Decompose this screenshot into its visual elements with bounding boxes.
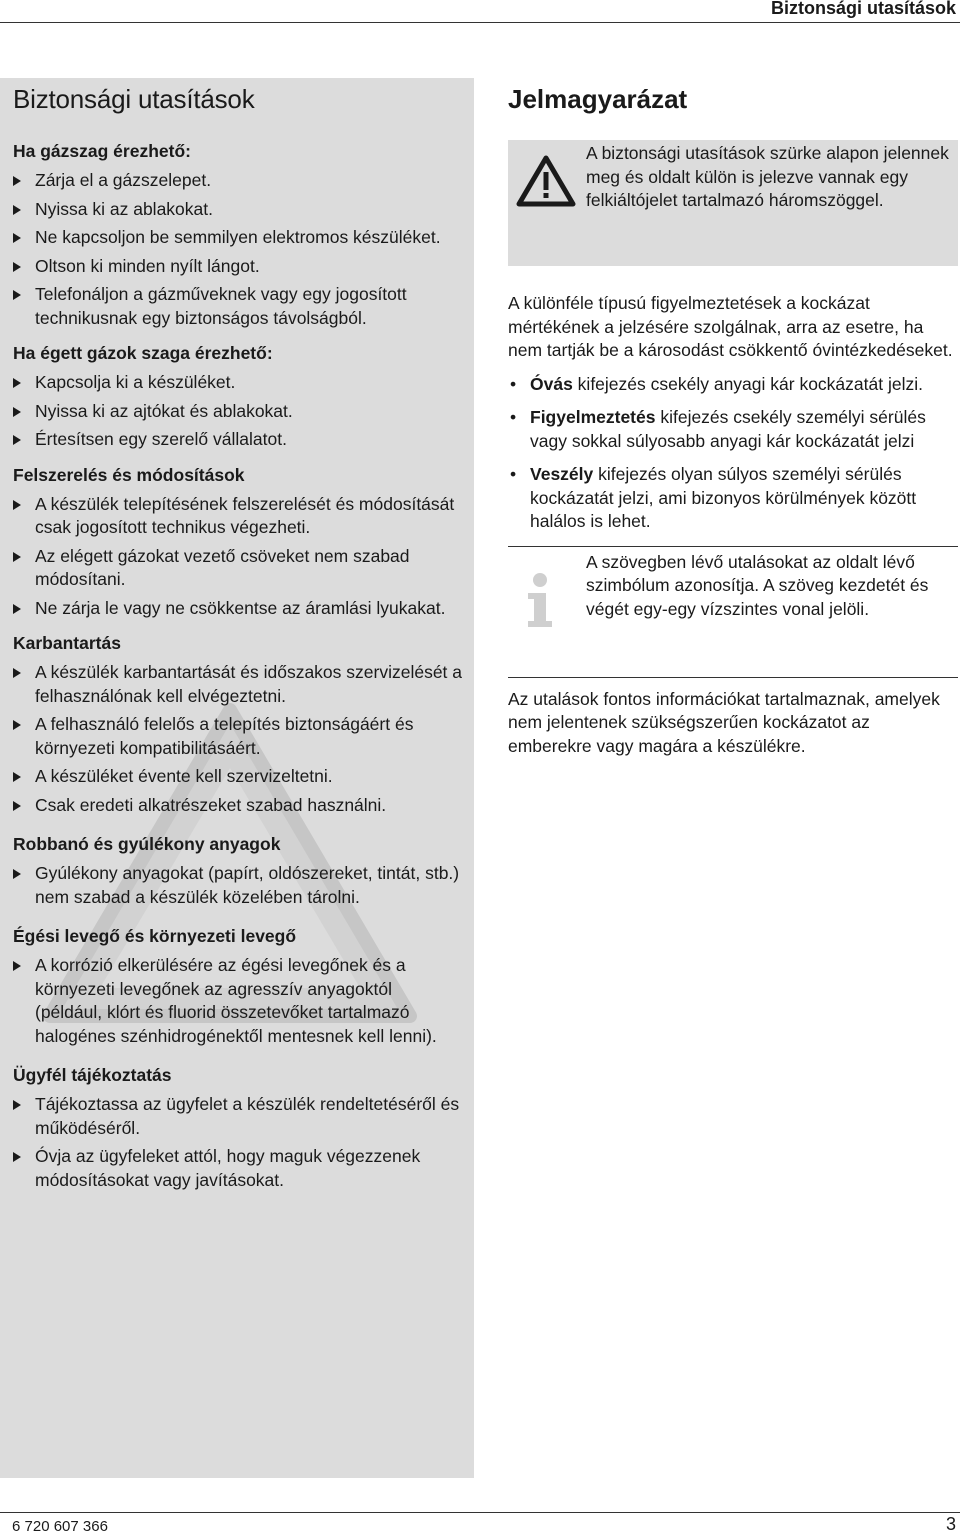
list-item: A felhasználó felelős a telepítés biztonságáért és környezeti kompatibilitásáért.: [13, 713, 462, 760]
list-item: A korrózió elkerülésére az égési levegőnek és a környezeti levegőnek az agresszív anyagoktól (például, klórt és fluorid összetevőket tartalmazó halogénes szénhidrogénektől mentesnek kell lenni).: [13, 954, 462, 1048]
document-code: 6 720 607 366: [12, 1518, 108, 1535]
list-item: Tájékoztassa az ügyfelet a készülék rendeltetéséről és működéséről.: [13, 1093, 462, 1140]
list-item: Nyissa ki az ajtókat és ablakokat.: [13, 400, 462, 424]
legend-title: Jelmagyarázat: [508, 84, 688, 114]
list-item: Ne zárja le vagy ne csökkentse az áramlási lyukakat.: [13, 597, 462, 621]
page-number: 3: [945, 1514, 956, 1534]
section-list: [13, 371, 462, 452]
section-heading: Karbantartás: [13, 633, 121, 653]
list-item: Az elégett gázokat vezető csöveket nem szabad módosítani.: [13, 545, 462, 592]
warning-level-item: [508, 463, 958, 534]
list-item: Oltson ki minden nyílt lángot.: [13, 255, 462, 279]
info-legend-text: A szövegben lévő utalásokat az oldalt lévő szimbólum azonosítja. A szöveg kezdetét és végét egy-egy vízszintes vonal jelöli.: [586, 551, 929, 619]
info-closing: Az utalások fontos információkat tartalmaznak, amelyek nem jelentenek szükségszerűen kockázatot az emberekre vagy magára a készülékre.: [508, 688, 940, 756]
safety-panel: [0, 78, 474, 1478]
page-title: Biztonsági utasítások: [13, 84, 255, 114]
warning-level-term: Óvás: [530, 373, 573, 394]
section-list: [13, 1093, 462, 1192]
warning-level-term: Figyelmeztetés: [530, 407, 656, 427]
section-list: [13, 862, 462, 909]
warning-level-item: [508, 406, 958, 453]
warning-level-term: Veszély: [530, 464, 594, 484]
running-header: Biztonsági utasítások: [770, 0, 956, 18]
section-list: [13, 169, 462, 330]
warning-level-text: kifejezés csekély anyagi kár kockázatát jelzi.: [572, 373, 923, 394]
info-legend-block: [508, 546, 958, 678]
section-heading: Ügyfél tájékoztatás: [13, 1065, 172, 1085]
list-item: Zárja el a gázszelepet.: [13, 169, 462, 193]
list-item: Ne kapcsoljon be semmilyen elektromos készüléket.: [13, 226, 462, 250]
list-item: A készüléket évente kell szervizeltetni.: [13, 765, 462, 789]
warning-levels-list: [508, 373, 958, 534]
section-list: [13, 954, 462, 1048]
list-item: Értesítsen egy szerelő vállalatot.: [13, 428, 462, 452]
warning-level-item: [508, 373, 958, 397]
list-item: Óvja az ügyfeleket attól, hogy maguk végezzenek módosításokat vagy javításokat.: [13, 1145, 462, 1192]
list-item: Nyissa ki az ablakokat.: [13, 198, 462, 222]
section-heading: Égési levegő és környezeti levegő: [13, 926, 297, 946]
warning-triangle-icon: [516, 154, 576, 208]
section-heading: Felszerelés és módosítások: [13, 464, 245, 485]
section-heading: Robbanó és gyúlékony anyagok: [13, 834, 281, 854]
warning-level-text: kifejezés csekély személyi sérülés vagy sokkal súlyosabb anyagi kár kockázatát jelzi: [530, 407, 926, 451]
section-heading: Ha gázszag érezhető:: [13, 141, 191, 161]
list-item: A készülék telepítésének felszerelését és módosítását csak jogosított technikus végezheti.: [13, 493, 462, 540]
list-item: A készülék karbantartását és időszakos szervizelését a felhasználónak kell elvégeztetni.: [13, 661, 462, 708]
warning-legend-text: A biztonsági utasítások szürke alapon jelennek meg és oldalt külön is jelezve vannak egy felkiáltójelet tartalmazó háromszöggel.: [586, 143, 949, 210]
list-item: Telefonáljon a gázműveknek vagy egy jogosított technikusnak egy biztonságos távolságból.: [13, 283, 462, 330]
section-list: [13, 661, 462, 817]
section-heading: Ha égett gázok szaga érezhető:: [13, 343, 273, 363]
list-item: Csak eredeti alkatrészeket szabad használni.: [13, 794, 462, 818]
warning-intro: A különféle típusú figyelmeztetések a kockázat mértékének a jelzésére szolgálnak, arra az esetre, ha nem tartják be a károsodást csökkentő óvintézkedéseket.: [508, 293, 953, 360]
warning-level-text: kifejezés olyan súlyos személyi sérülés kockázatát jelzi, ami bizonyos körülmények között halálos is lehet.: [530, 464, 917, 531]
footer-rule: [0, 1512, 960, 1513]
info-icon: [518, 571, 562, 631]
warning-legend-box: [508, 140, 958, 266]
legend-column: [508, 78, 958, 758]
list-item: Kapcsolja ki a készüléket.: [13, 371, 462, 395]
header-rule: [0, 22, 960, 23]
list-item: Gyúlékony anyagokat (papírt, oldószereket, tintát, stb.) nem szabad a készülék közelében tárolni.: [13, 862, 462, 909]
section-list: [13, 493, 462, 621]
